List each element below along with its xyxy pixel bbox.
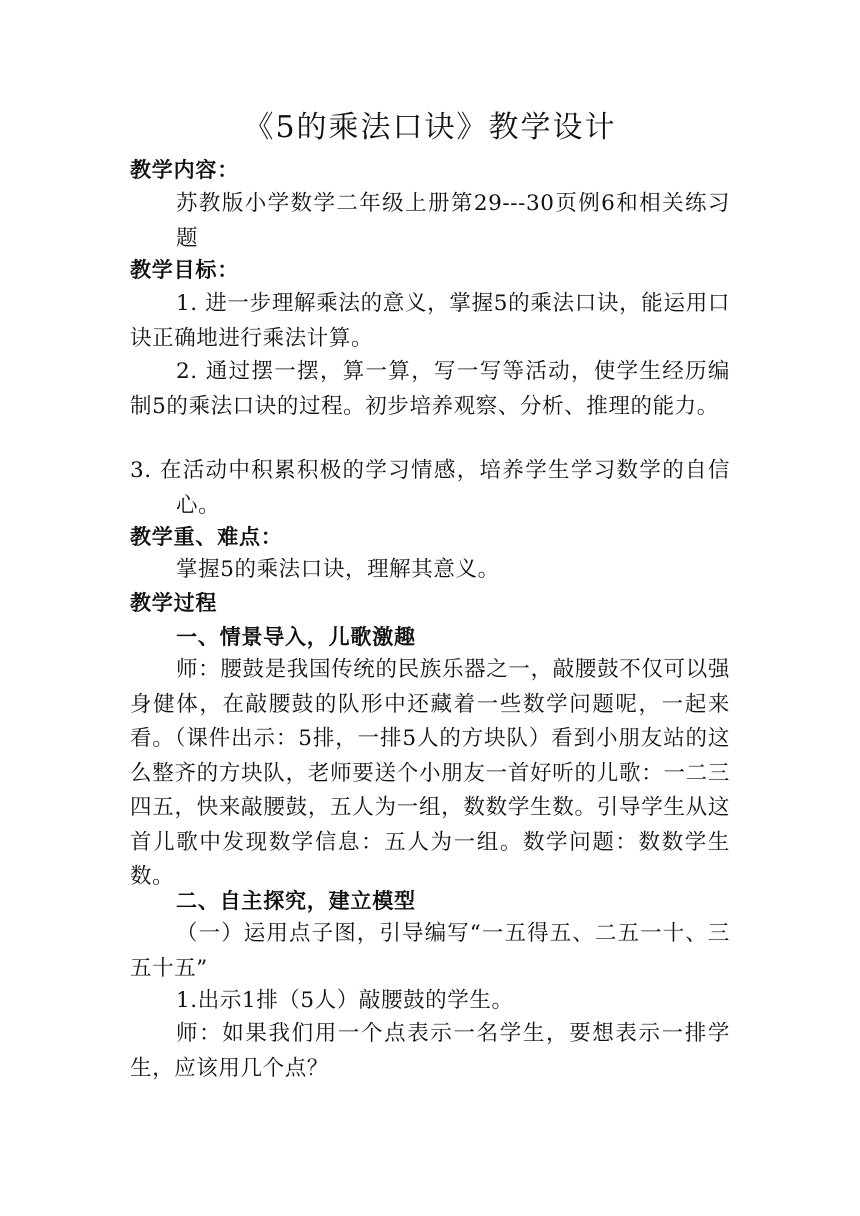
section-heading-process: 教学过程 — [130, 591, 218, 615]
goal-item-2: 2. 通过摆一摆，算一算，写一写等活动，使学生经历编制5的乘法口诀的过程。初步培养观察、分析、推理的能力。 — [130, 359, 730, 419]
goal-item-3: 3. 在活动中积累积极的学习情感，培养学生学习数学的自信心。 — [130, 458, 730, 518]
part2-heading: 二、自主探究，建立模型 — [176, 889, 416, 913]
part2-sub1: （一）运用点子图，引导编写“一五得五、二五一十、三五十五” — [130, 921, 730, 981]
part1-heading: 一、情景导入，儿歌激趣 — [176, 625, 416, 649]
key-points-text: 掌握5的乘法口诀，理解其意义。 — [176, 557, 500, 582]
section-heading-content: 教学内容： — [130, 158, 239, 182]
part2-text1: 师：如果我们用一个点表示一名学生，要想表示一排学生，应该用几个点？ — [130, 1021, 730, 1081]
part1-text: 师：腰鼓是我国传统的民族乐器之一，敲腰鼓不仅可以强身健体，在敲腰鼓的队形中还藏着一些数学问题呢，一起来看。（课件出示：5排，一排5人的方块队）看到小朋友站的这么整齐的方块队，老师要送个小朋友一首好听的儿歌：一二三四五，快来敲腰鼓，五人为一组，数数学生数。引导学生从这首儿歌中发现数学信息：五人为一组。数学问题：数数学生数。 — [130, 657, 730, 889]
goal-item-1: 1. 进一步理解乘法的意义，掌握5的乘法口诀，能运用口诀正确地进行乘法计算。 — [130, 291, 730, 351]
section-heading-key-points: 教学重、难点： — [130, 525, 283, 549]
document-title: 《5的乘法口诀》教学设计 — [243, 110, 617, 145]
section-heading-goals: 教学目标： — [130, 258, 239, 282]
content-text: 苏教版小学数学二年级上册第29---30页例6和相关练习题 — [176, 191, 730, 251]
part2-item1: 1.出示1排（5人）敲腰鼓的学生。 — [176, 988, 514, 1013]
